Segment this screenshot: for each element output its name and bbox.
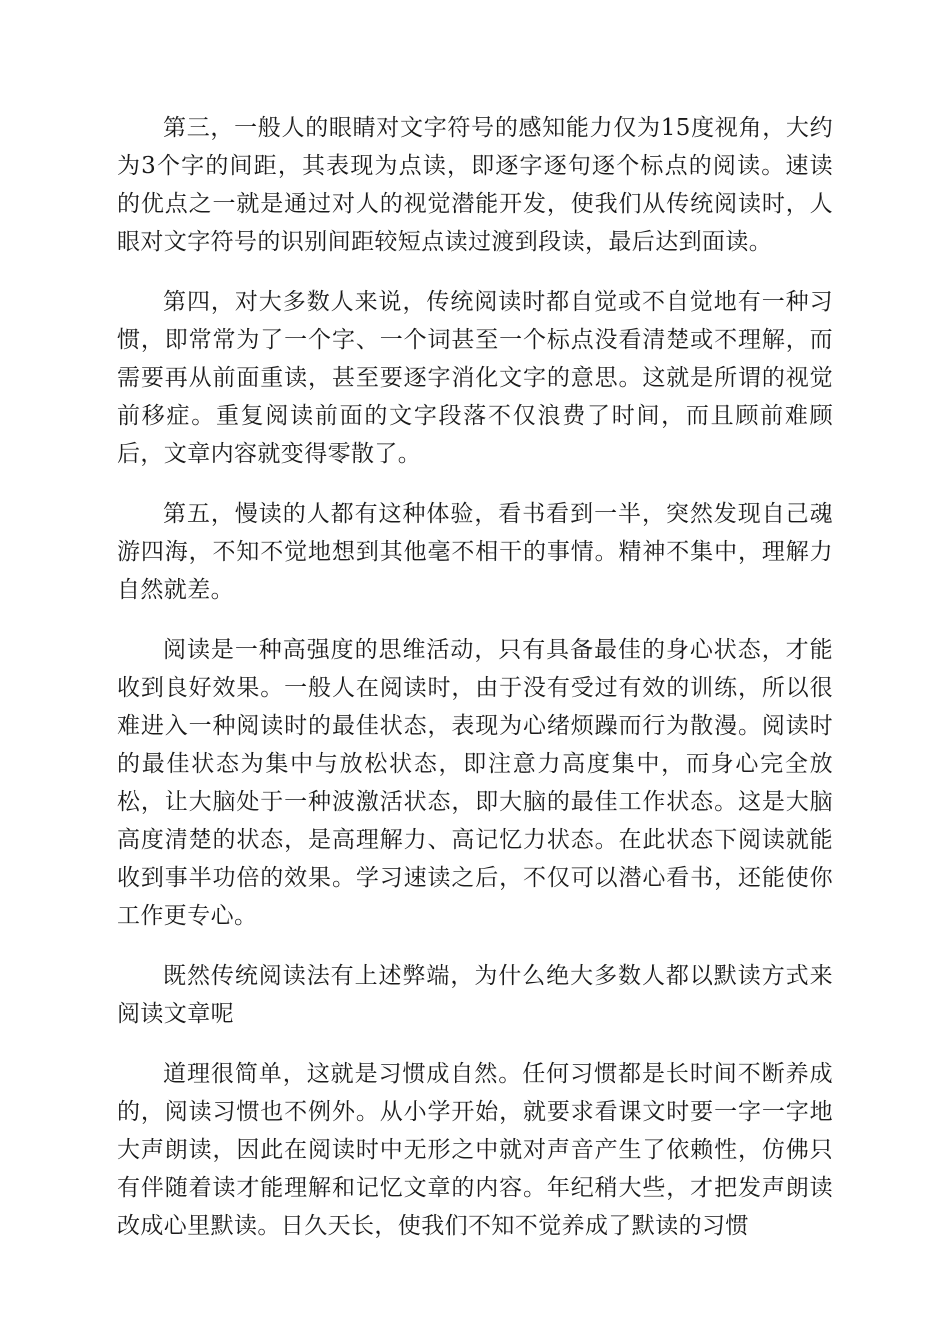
paragraph-optimal-state: 阅读是一种高强度的思维活动，只有具备最佳的身心状态，才能收到良好效果。一般人在阅读时，由于没有受过有效的训练，所以很难进入一种阅读时的最佳状态，表现为心绪烦躁而行为散漫。阅读时的最佳状态为集中与放松状态，即注意力高度集中，而身心完全放松，让大脑处于一种波激活状态，即大脑的最佳工作状态。这是大脑高度清楚的状态，是高理解力、高记忆力状态。在此状态下阅读就能收到事半功倍的效果。学习速读之后，不仅可以潜心看书，还能使你工作更专心。	[117, 637, 833, 929]
document-page	[117, 109, 833, 1267]
paragraph-fifth-point: 第五，慢读的人都有这种体验，看书看到一半，突然发现自己魂游四海，不知不觉地想到其他毫不相干的事情。精神不集中，理解力自然就差。	[117, 501, 833, 603]
paragraph-fourth-point: 第四，对大多数人来说，传统阅读时都自觉或不自觉地有一种习惯，即常常为了一个字、一个词甚至一个标点没看清楚或不理解，而需要再从前面重读，甚至要逐字消化文字的意思。这就是所谓的视觉前移症。重复阅读前面的文字段落不仅浪费了时间，而且顾前难顾后，文章内容就变得零散了。	[117, 289, 833, 467]
paragraph-third-point: 第三，一般人的眼睛对文字符号的感知能力仅为15度视角，大约为3个字的间距，其表现为点读，即逐字逐句逐个标点的阅读。速读的优点之一就是通过对人的视觉潜能开发，使我们从传统阅读时，人眼对文字符号的识别间距较短点读过渡到段读，最后达到面读。	[117, 115, 833, 255]
paragraph-habit: 道理很简单，这就是习惯成自然。任何习惯都是长时间不断养成的，阅读习惯也不例外。从小学开始，就要求看课文时要一字一字地大声朗读，因此在阅读时中无形之中就对声音产生了依赖性，仿佛只有伴随着读才能理解和记忆文章的内容。年纪稍大些，才把发声朗读改成心里默读。日久天长，使我们不知不觉养成了默读的习惯	[117, 1061, 833, 1239]
paragraph-question: 既然传统阅读法有上述弊端，为什么绝大多数人都以默读方式来阅读文章呢	[117, 963, 833, 1027]
